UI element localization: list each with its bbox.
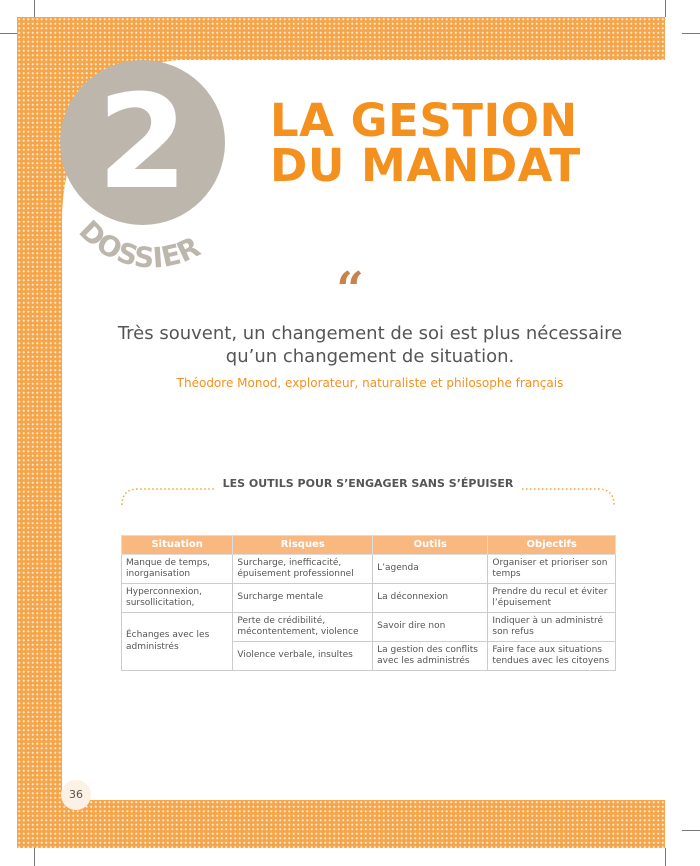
table-cell: Échanges avec les administrés — [122, 613, 233, 671]
crop-mark — [0, 33, 17, 34]
quote-text: Très souvent, un changement de soi est plus nécessaire qu’un changement de situation. — [117, 323, 623, 368]
table-cell: La gestion des conflits avec les administrés — [373, 642, 488, 671]
crop-mark — [682, 830, 700, 831]
section-header — [120, 477, 616, 507]
title-line-1: LA GESTION — [270, 94, 578, 147]
page-number: 36 — [61, 780, 91, 810]
table-cell: Hyperconnexion, sursollicitation, — [122, 584, 233, 613]
dossier-label — [70, 170, 250, 270]
table-row — [122, 555, 616, 584]
crop-mark — [665, 848, 666, 866]
table-cell: Manque de temps, inorganisation — [122, 555, 233, 584]
table-cell: Surcharge mentale — [233, 584, 373, 613]
column-header: Outils — [373, 536, 488, 555]
crop-mark — [34, 848, 35, 866]
table-cell: Violence verbale, insultes — [233, 642, 373, 671]
table-cell: Perte de crédibilité, mécontentement, violence — [233, 613, 373, 642]
table-row — [122, 584, 616, 613]
crop-mark — [665, 0, 666, 17]
table-cell: Faire face aux situations tendues avec les citoyens — [488, 642, 616, 671]
column-header: Risques — [233, 536, 373, 555]
table-cell: Savoir dire non — [373, 613, 488, 642]
column-header: Situation — [122, 536, 233, 555]
tools-table — [121, 535, 616, 671]
table-cell: L’agenda — [373, 555, 488, 584]
section-title: LES OUTILS POUR S’ENGAGER SANS S’ÉPUISER — [222, 477, 514, 490]
table-row — [122, 613, 616, 642]
page-title — [270, 94, 581, 192]
dossier-number: 2 — [97, 66, 188, 218]
quote-author: Théodore Monod, explorateur, naturaliste et philosophe français — [176, 376, 564, 390]
table-cell: Organiser et prioriser son temps — [488, 555, 616, 584]
table-cell: Surcharge, inefficacité, épuisement professionnel — [233, 555, 373, 584]
table-cell: Prendre du recul et éviter l’épuisement — [488, 584, 616, 613]
title-line-2: DU MANDAT — [270, 139, 581, 192]
table-cell: Indiquer à un administré son refus — [488, 613, 616, 642]
column-header: Objectifs — [488, 536, 616, 555]
crop-mark — [682, 33, 700, 34]
quote-mark-icon: “ — [336, 262, 364, 318]
svg-text:DOSSIER: DOSSIER — [72, 213, 206, 270]
table-cell: La déconnexion — [373, 584, 488, 613]
